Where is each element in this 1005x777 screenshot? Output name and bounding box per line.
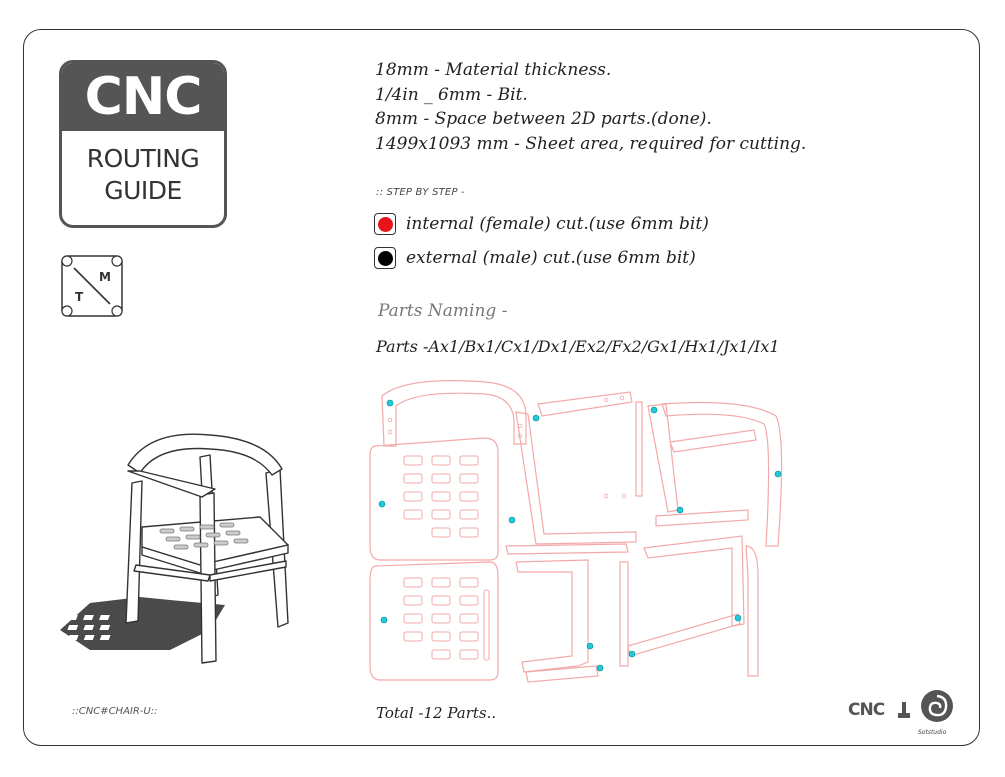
cnc-brand-logo: CNC (848, 700, 885, 720)
spec-bit: 1/4in _ 6mm - Bit. (375, 84, 528, 105)
red-swatch-icon (374, 213, 396, 235)
spec-thickness: 18mm - Material thickness. (375, 60, 612, 80)
chair-illustration (50, 425, 300, 665)
logo-line-2: GUIDE (104, 176, 182, 205)
logo-line-1: ROUTING (86, 144, 200, 173)
logo-subtitle (62, 143, 224, 207)
chair-code: ::CNC#CHAIR-U:: (72, 706, 158, 717)
tm-letter-t: T (75, 290, 84, 304)
cnc-routing-guide-logo (59, 60, 227, 228)
parts-list: Parts -Ax1/Bx1/Cx1/Dx1/Ex2/Fx2/Gx1/Hx1/Jx1/Ix1 (376, 337, 780, 356)
legend-internal-label: internal (female) cut.(use 6mm bit) (406, 214, 709, 234)
maker-mark-icon (897, 700, 911, 720)
spec-sheet-area: 1499x1093 mm - Sheet area, required for cutting. (375, 133, 807, 154)
logo-title: CNC (62, 63, 224, 131)
tm-badge-icon (60, 254, 124, 318)
step-by-step-heading: :: STEP BY STEP - (376, 187, 465, 198)
cutting-layout-diagram (366, 376, 786, 684)
spiral-logo-icon (919, 688, 955, 732)
black-swatch-icon (374, 247, 396, 269)
spec-spacing: 8mm - Space between 2D parts.(done). (375, 109, 712, 129)
total-parts: Total -12 Parts.. (376, 704, 497, 722)
studio-brand-name: Sotstudio (918, 729, 947, 736)
parts-naming-heading: Parts Naming - (378, 301, 508, 321)
legend-external-cut (374, 245, 696, 271)
material-specs (375, 58, 806, 156)
tm-letter-m: M (99, 270, 111, 284)
legend-internal-cut (374, 211, 709, 237)
legend-external-label: external (male) cut.(use 6mm bit) (406, 248, 696, 268)
